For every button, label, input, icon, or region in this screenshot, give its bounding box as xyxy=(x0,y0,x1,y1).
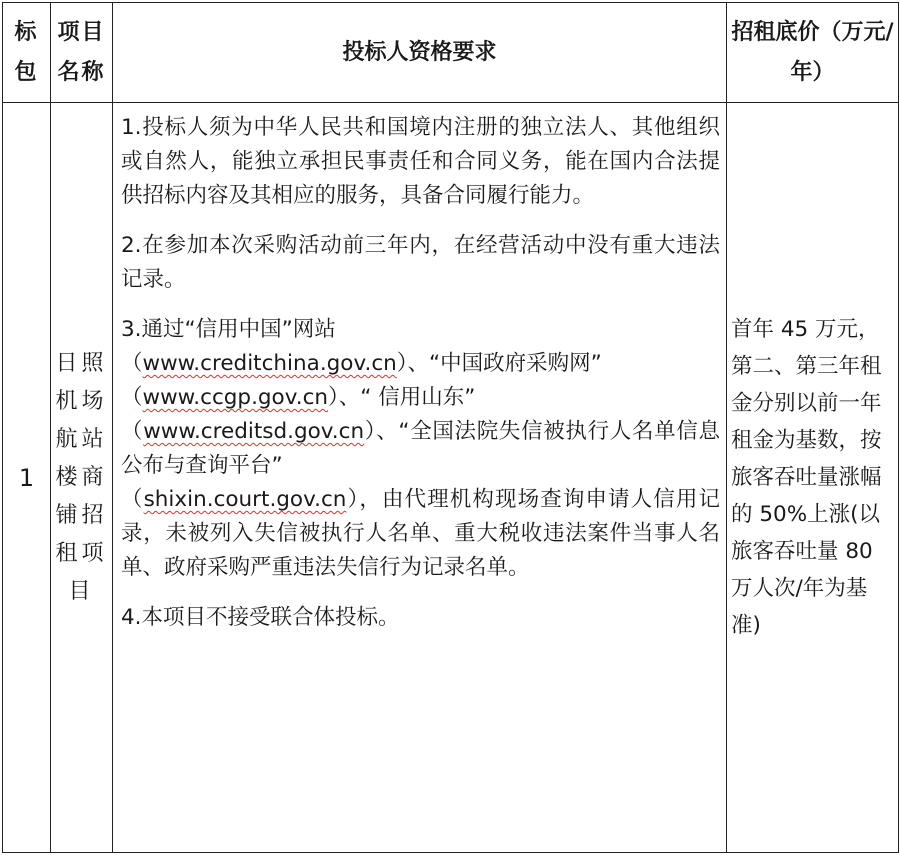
header-requirements: 投标人资格要求 xyxy=(113,3,727,103)
header-project-name: 项目名称 xyxy=(51,3,113,103)
requirement-3-part-b: ）、“中国政府采购网” xyxy=(396,351,602,376)
paren-open: （ xyxy=(121,351,143,376)
requirement-2: 2.在参加本次采购活动前三年内，在经营活动中没有重大违法记录。 xyxy=(121,233,720,292)
url-creditchina: www.creditchina.gov.cn xyxy=(142,351,397,376)
url-creditsd: www.creditsd.gov.cn xyxy=(143,419,365,444)
requirement-3-intro: 3.通过“信用中国”网站 xyxy=(121,317,336,342)
header-row xyxy=(3,3,899,103)
requirement-3-part-e: ），由代理机构现场查询申请人信用记录，未被列入失信被执行人名单、重大税收违法案件当事人名单、政府采购严重违法失信行为记录名单。 xyxy=(121,487,720,580)
requirement-3-part-c: ）、“ 信用山东” xyxy=(328,385,476,410)
paren-open: （ xyxy=(121,487,144,512)
requirement-1: 1.投标人须为中华人民共和国境内注册的独立法人、其他组织或自然人，能独立承担民事责任和合同义务，能在国内合法提供招标内容及其相应的服务，具备合同履行能力。 xyxy=(121,115,720,208)
tender-table xyxy=(2,2,899,853)
table-row xyxy=(3,103,899,853)
requirement-4: 4.本项目不接受联合体投标。 xyxy=(121,605,400,630)
requirement-3 xyxy=(121,313,720,585)
header-package: 标包 xyxy=(3,3,51,103)
paren-open: （ xyxy=(121,419,144,444)
url-shixin: shixin.court.gov.cn xyxy=(143,487,347,512)
project-name: 日照机场航站楼商铺招租项目 xyxy=(51,103,113,853)
requirements-cell xyxy=(113,103,727,853)
requirement-3-part-d: ）、“全国法院失信被执行人名单信息公布与查询平台” xyxy=(121,419,720,478)
base-price: 首年 45 万元，第二、第三年租金分别以前一年租金为基数，按旅客吞吐量涨幅的 50%上涨(以旅客吞吐量 80 万人次/年为基准) xyxy=(727,103,899,853)
url-ccgp: www.ccgp.gov.cn xyxy=(142,385,329,410)
paren-open: （ xyxy=(121,385,143,410)
header-base-price: 招租底价（万元/年） xyxy=(727,3,899,103)
package-number: 1 xyxy=(3,103,51,853)
